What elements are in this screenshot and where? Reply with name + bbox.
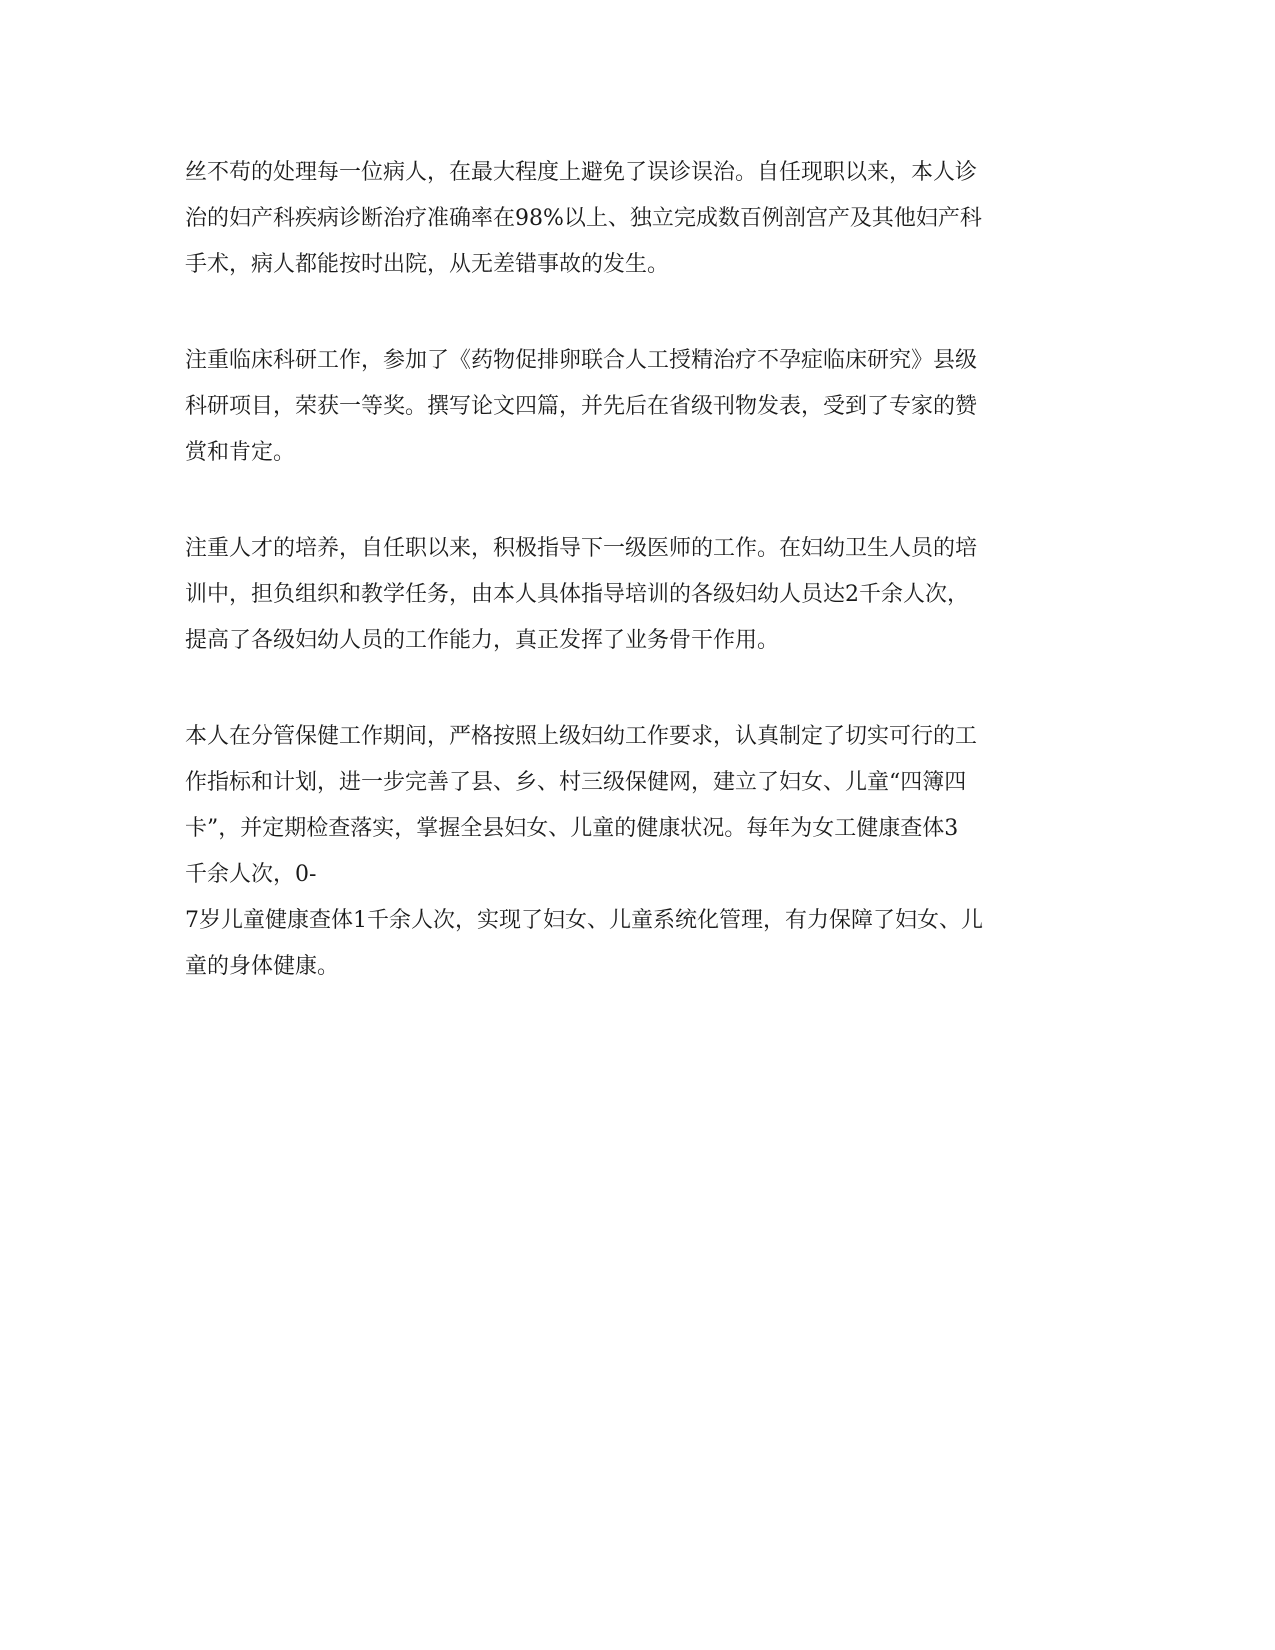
text-line: 赏和肯定。 (185, 440, 296, 465)
paragraph-clinical-research (185, 338, 1090, 476)
text-line: 童的身体健康。 (185, 954, 340, 979)
text-line: 卡”，并定期检查落实，掌握全县妇女、儿童的健康状况。每年为女工健康查体3 (185, 816, 959, 841)
text-line: 手术，病人都能按时出院，从无差错事故的发生。 (185, 252, 670, 277)
document-body (185, 150, 1090, 1040)
text-line: 本人在分管保健工作期间，严格按照上级妇幼工作要求，认真制定了切实可行的工 (185, 724, 978, 749)
paragraph-talent-training (185, 526, 1090, 664)
text-line: 千余人次，0- (185, 862, 317, 887)
text-line: 科研项目，荣获一等奖。撰写论文四篇，并先后在省级刊物发表，受到了专家的赞 (185, 394, 978, 419)
text-line: 7岁儿童健康查体1千余人次，实现了妇女、儿童系统化管理，有力保障了妇女、儿 (185, 908, 983, 933)
text-line: 训中，担负组织和教学任务，由本人具体指导培训的各级妇幼人员达2千余人次， (185, 582, 969, 607)
text-line: 治的妇产科疾病诊断治疗准确率在98%以上、独立完成数百例剖宫产及其他妇产科 (185, 206, 982, 231)
text-line: 提高了各级妇幼人员的工作能力，真正发挥了业务骨干作用。 (185, 628, 780, 653)
text-line: 作指标和计划，进一步完善了县、乡、村三级保健网，建立了妇女、儿童“四簿四 (185, 770, 967, 795)
text-line: 注重临床科研工作，参加了《药物促排卵联合人工授精治疗不孕症临床研究》县级 (185, 348, 978, 373)
text-line: 注重人才的培养，自任职以来，积极指导下一级医师的工作。在妇幼卫生人员的培 (185, 536, 978, 561)
text-line: 丝不苟的处理每一位病人，在最大程度上避免了误诊误治。自任现职以来，本人诊 (185, 160, 978, 185)
paragraph-health-care-work (185, 714, 1090, 990)
paragraph-diagnosis-record (185, 150, 1090, 288)
